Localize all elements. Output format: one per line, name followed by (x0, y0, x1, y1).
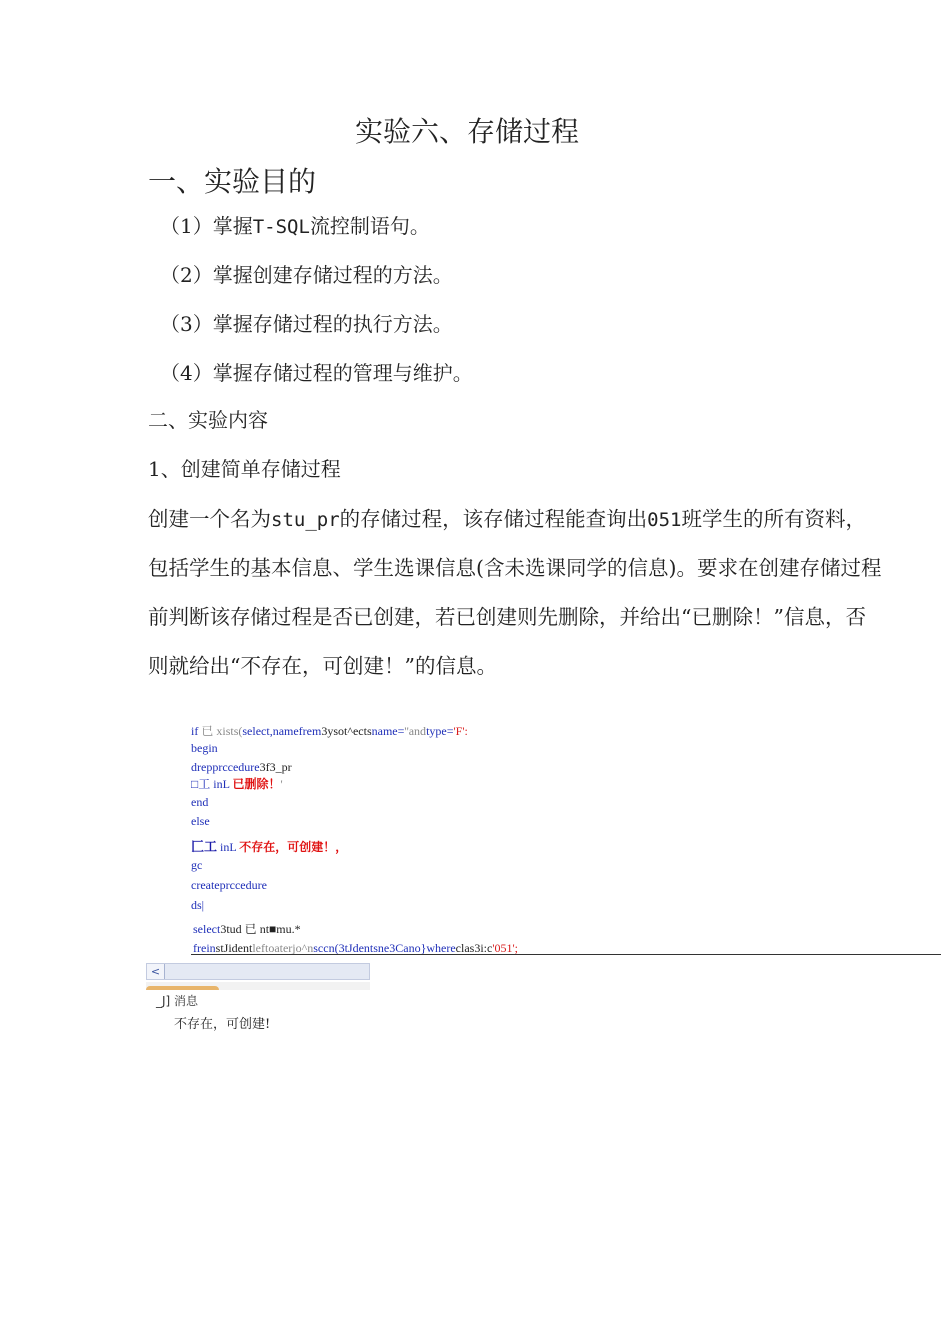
subsection-heading: 1、创建简单存储过程 (148, 457, 341, 481)
messages-tab-label[interactable]: _J] 消息 (156, 994, 199, 1008)
code-line-4: □工 inL 已删除！' (191, 777, 283, 791)
page-title: 实验六、存储过程 (354, 115, 579, 148)
code-line-3: drepprccedure3f3_pr (191, 760, 292, 774)
code-line-1: if 已 xists(select,namefrem3ysot^ectsname=''andtype='F': (191, 724, 468, 738)
chevron-left-icon[interactable]: < (147, 964, 165, 979)
section-heading-content: 二、实验内容 (148, 408, 268, 432)
objective-item-3: （3）掌握存储过程的执行方法。 (160, 312, 453, 336)
paragraph-line-1: 创建一个名为stu_pr的存储过程，该存储过程能查询出051班学生的所有资料， (148, 507, 866, 531)
code-line-7: 匚工 inL 不存在，可创建！， (191, 840, 348, 855)
code-line-8: gc (191, 858, 203, 872)
paragraph-line-3: 前判断该存储过程是否已创建，若已创建则先删除，并给出“已删除！”信息，否 (148, 605, 866, 629)
paragraph-line-4: 则就给出“不存在，可创建！”的信息。 (148, 654, 497, 678)
objective-item-4: （4）掌握存储过程的管理与维护。 (160, 361, 473, 385)
messages-output: 不存在，可创建! (174, 1017, 271, 1032)
section-heading-objectives: 一、实验目的 (148, 165, 317, 198)
code-line-5: end (191, 795, 209, 809)
code-line-11: select3tud 已 nt■mu.* (193, 922, 301, 936)
objective-item-2: （2）掌握创建存储过程的方法。 (160, 263, 453, 287)
objective-item-1: （1）掌握T-SQL流控制语句。 (160, 214, 430, 238)
code-line-6: else (191, 814, 210, 828)
paragraph-line-2: 包括学生的基本信息、学生选课信息(含未选课同学的信息)。要求在创建存储过程 (148, 556, 882, 580)
horizontal-scrollbar[interactable] (146, 963, 370, 980)
code-line-10: ds| (191, 898, 205, 912)
code-line-9: createprccedure (191, 878, 267, 892)
code-line-2: begin (191, 741, 218, 755)
messages-tab-indicator[interactable] (146, 986, 219, 990)
editor-bottom-border (191, 954, 941, 955)
code-line-12: freinstJidentleftoaterjo^nsccn(3tJdentsne3Cano}whereclas3i:c'051'; (193, 941, 518, 955)
